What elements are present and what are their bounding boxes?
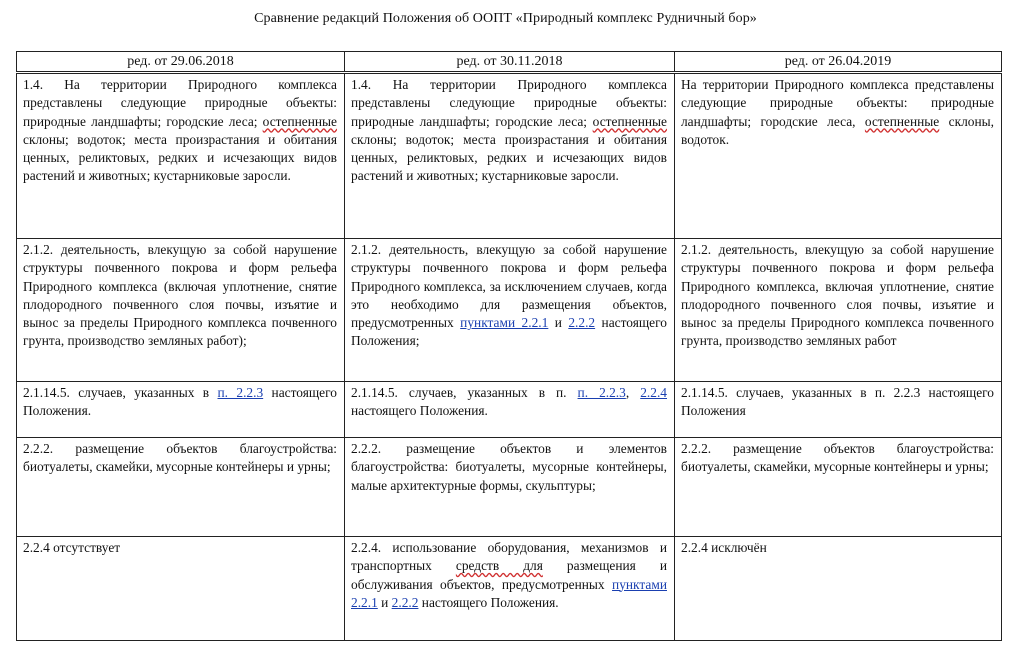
- link-point-2-2-3[interactable]: п. 2.2.3: [577, 385, 626, 400]
- page-title: Сравнение редакций Положения об ООПТ «Природный комплекс Рудничный бор»: [254, 11, 757, 26]
- cell-2-2-4-ed2: 2.2.4. использование оборудования, механизмов и транспортных средств для размещения и обслуживания объектов, предусмотренных пунктами 2.2.1 и 2.2.2 настоящего Положения.: [345, 537, 675, 641]
- cell-2-1-2-ed3: 2.1.2. деятельность, влекущую за собой нарушение структуры почвенного покрова и форм рельефа Природного комплекса, включая уплотнение, снятие плодородного почвенного слоя почвы, изъятие и вынос за пределы Природного комплекса почвенного грунта, производство земляных работ: [675, 239, 1002, 382]
- cell-1-4-ed3: На территории Природного комплекса представлены следующие природные объекты: природные ландшафты; городские леса, остепненные склоны, водоток.: [675, 73, 1002, 239]
- link-point-2-2-4[interactable]: 2.2.4: [640, 385, 667, 400]
- table-row: [17, 239, 1002, 382]
- link-point-2-2-2[interactable]: 2.2.2: [391, 594, 419, 610]
- link-point-2-2-3[interactable]: п. 2.2.3: [217, 385, 264, 400]
- table-row: [17, 73, 1002, 239]
- cell-2-2-4-ed3: 2.2.4 исключён: [675, 537, 1002, 641]
- cell-1-4-ed2: 1.4. На территории Природного комплекса представлены следующие природные объекты: природные ландшафты; городские леса; остепненные склоны; водоток; места произрастания и обитания ценных, реликтовых, редких и исчезающих видов растений и животных; кустарниковые заросли.: [345, 73, 675, 239]
- cell-2-1-14-5-ed2: 2.1.14.5. случаев, указанных в п. п. 2.2.3, 2.2.4 настоящего Положения.: [345, 382, 675, 438]
- header-edition-2019-04: ред. от 26.04.2019: [675, 52, 1002, 73]
- header-edition-2018-11: ред. от 30.11.2018: [345, 52, 675, 73]
- table-row: [17, 537, 1002, 641]
- spellcheck-word: остепненные: [262, 113, 337, 129]
- spellcheck-word: остепненные: [592, 113, 667, 129]
- header-row: [17, 52, 1002, 73]
- cell-2-2-2-ed1: 2.2.2. размещение объектов благоустройства: биотуалеты, скамейки, мусорные контейнеры и урны;: [17, 438, 345, 537]
- link-point-2-2-2[interactable]: 2.2.2: [568, 315, 596, 331]
- cell-2-1-2-ed2: 2.1.2. деятельность, влекущую за собой нарушение структуры почвенного покрова и форм рельефа Природного комплекса, за исключением случаев, когда это необходимо для размещения объектов, предусмотренных пунктами 2.2.1 и 2.2.2 настоящего Положения;: [345, 239, 675, 382]
- table-row: [17, 438, 1002, 537]
- link-points-2-2-1[interactable]: пунктами 2.2.1: [460, 315, 549, 331]
- link-points-2-2-1[interactable]: пунктами 2.2.1: [351, 576, 667, 610]
- table-row: [17, 382, 1002, 438]
- cell-2-1-14-5-ed3: 2.1.14.5. случаев, указанных в п. 2.2.3 настоящего Положения: [675, 382, 1002, 438]
- cell-2-1-2-ed1: 2.1.2. деятельность, влекущую за собой нарушение структуры почвенного покрова и форм рельефа Природного комплекса (включая уплотнение, снятие плодородного почвенного слоя почвы, изъятие и вынос за пределы Природного комплекса почвенного грунта, производство земляных работ);: [17, 239, 345, 382]
- cell-1-4-ed1: 1.4. На территории Природного комплекса представлены следующие природные объекты: природные ландшафты; городские леса; остепненные склоны; водоток; места произрастания и обитания ценных, реликтовых, редких и исчезающих видов растений и животных; кустарниковые заросли.: [17, 73, 345, 239]
- spellcheck-word: остепненные: [864, 113, 940, 129]
- spellcheck-word: средств для: [455, 558, 543, 574]
- cell-2-2-2-ed2: 2.2.2. размещение объектов и элементов благоустройства: биотуалеты, мусорные контейнеры, малые архитектурные формы, скульптуры;: [345, 438, 675, 537]
- cell-2-2-2-ed3: 2.2.2. размещение объектов благоустройства: биотуалеты, скамейки, мусорные контейнеры и урны;: [675, 438, 1002, 537]
- header-edition-2018-06: ред. от 29.06.2018: [17, 52, 345, 73]
- cell-2-2-4-ed1: 2.2.4 отсутствует: [17, 537, 345, 641]
- comparison-table: [16, 51, 1002, 641]
- cell-2-1-14-5-ed1: 2.1.14.5. случаев, указанных в п. 2.2.3 настоящего Положения.: [17, 382, 345, 438]
